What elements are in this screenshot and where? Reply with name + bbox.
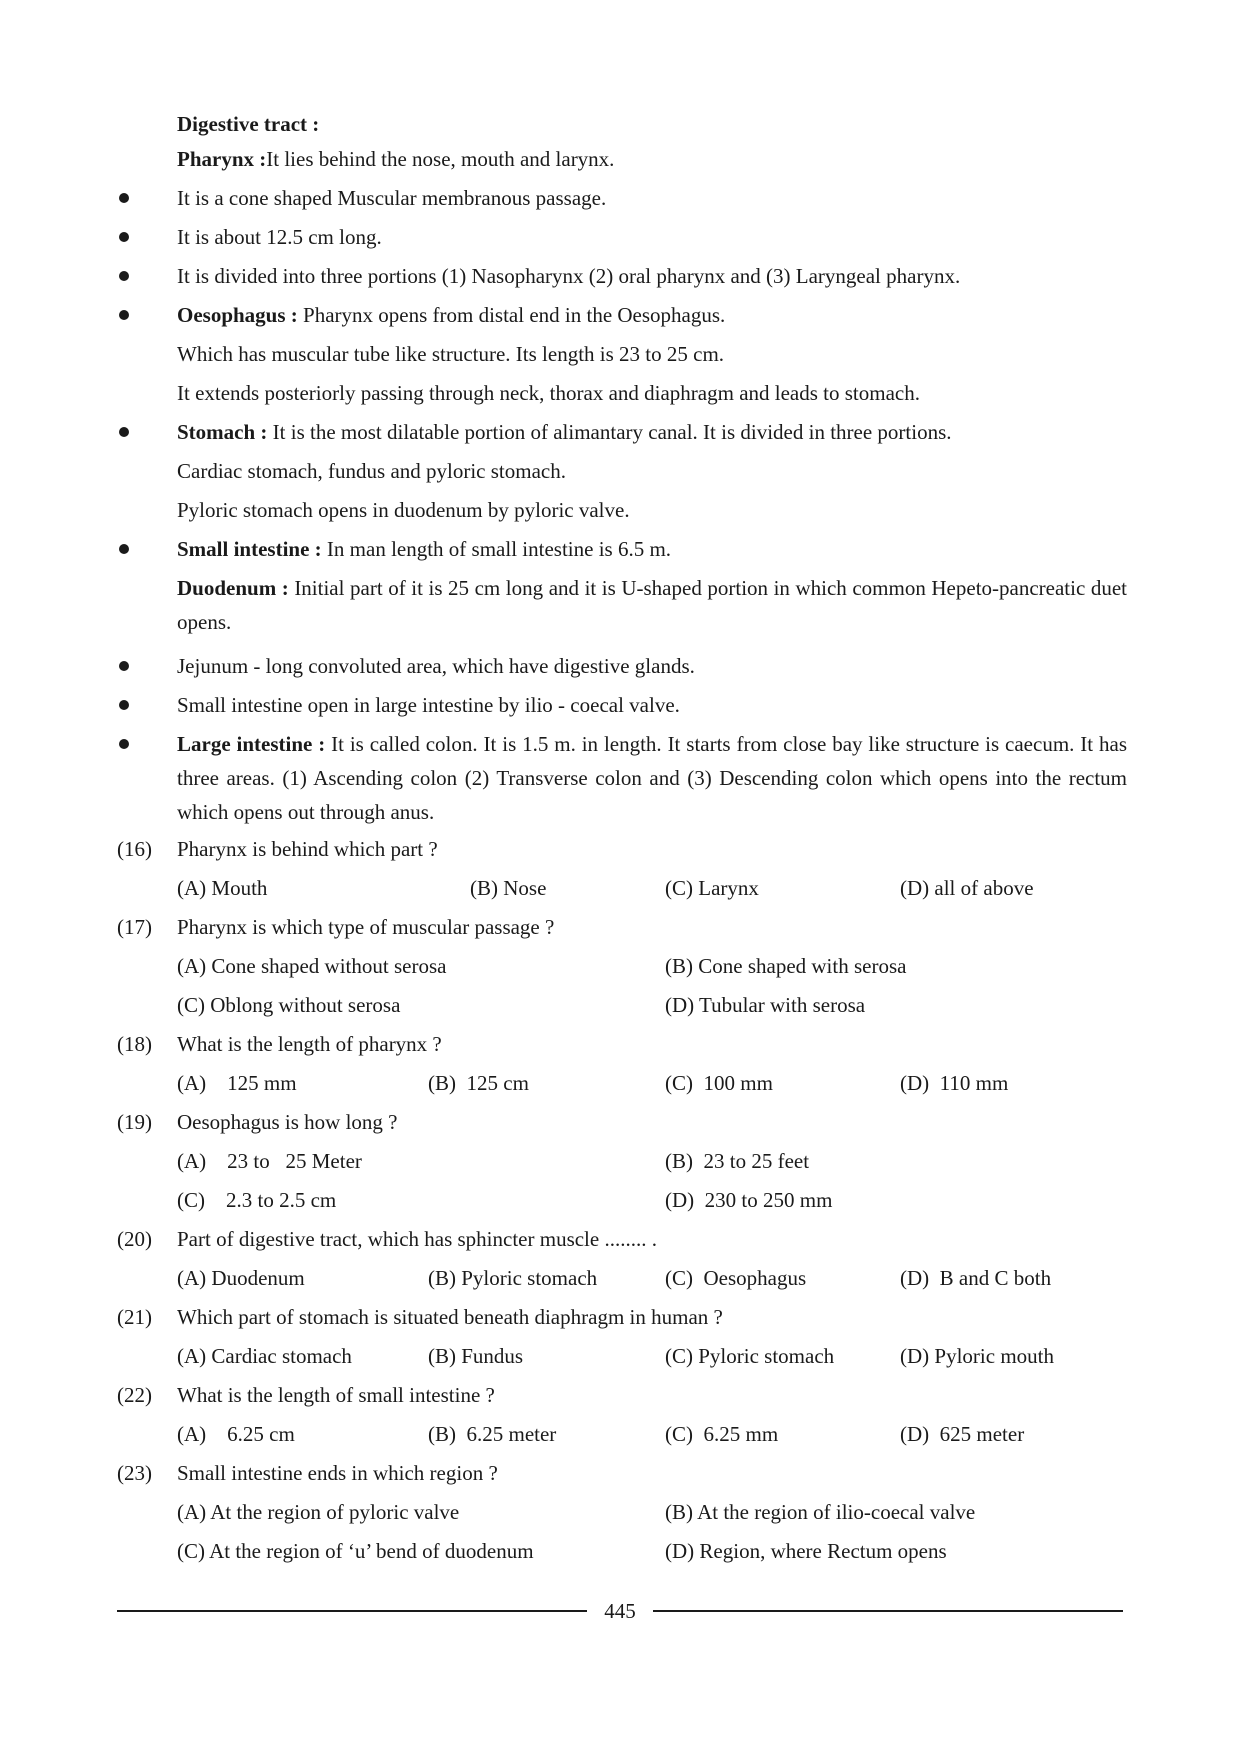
question-text: Oesophagus is how long ? <box>177 1110 398 1134</box>
oesophagus-text: Pharynx opens from distal end in the Oesophagus. <box>303 303 726 327</box>
section-heading: Digestive tract : <box>177 112 320 136</box>
bullet-icon <box>119 700 129 710</box>
oesophagus-line-3: It extends posteriorly passing through neck, thorax and diaphragm and leads to stomach. <box>177 381 920 405</box>
option-d: (D) 625 meter <box>900 1422 1025 1446</box>
footer-rule-right <box>653 1610 1123 1612</box>
question-number: (17) <box>117 915 152 939</box>
small-intestine-label: Small intestine : <box>177 537 322 561</box>
option-a: (A) At the region of pyloric valve <box>177 1500 460 1524</box>
option-a: (A) Mouth <box>177 876 268 900</box>
stomach-text: It is the most dilatable portion of alimantary canal. It is divided in three portions. <box>272 420 952 444</box>
bullet-icon <box>119 310 129 320</box>
option-a: (A) 23 to 25 Meter <box>177 1149 362 1173</box>
option-a: (A) 125 mm <box>177 1071 297 1095</box>
option-b: (B) At the region of ilio-coecal valve <box>665 1500 976 1524</box>
oesophagus-line <box>177 298 725 332</box>
option-b: (B) Cone shaped with serosa <box>665 954 907 978</box>
option-a: (A) 6.25 cm <box>177 1422 295 1446</box>
option-b: (B) 125 cm <box>428 1071 529 1095</box>
bullet-text: It is a cone shaped Muscular membranous passage. <box>177 186 607 210</box>
page-number: 445 <box>604 1599 636 1623</box>
duodenum-label: Duodenum : <box>177 576 289 600</box>
stomach-line-2: Cardiac stomach, fundus and pyloric stomach. <box>177 459 566 483</box>
question-number: (21) <box>117 1305 152 1329</box>
question-text: Small intestine ends in which region ? <box>177 1461 498 1485</box>
large-intestine-text: It is called colon. It is 1.5 m. in length. It starts from close bay like structure is caecum. It has three areas. (1) Ascending colon (2) Transverse colon and (3) Descending colon which opens into the rectum which opens out through anus. <box>177 732 1127 824</box>
bullet-icon <box>119 544 129 554</box>
option-c: (C) 100 mm <box>665 1071 773 1095</box>
bullet-icon <box>119 271 129 281</box>
question-text: Part of digestive tract, which has sphincter muscle ........ . <box>177 1227 657 1251</box>
oesophagus-label: Oesophagus : <box>177 303 298 327</box>
bullet-icon <box>119 427 129 437</box>
option-b: (B) Fundus <box>428 1344 524 1368</box>
bullet-icon <box>119 739 129 749</box>
question-text: What is the length of pharynx ? <box>177 1032 442 1056</box>
question-number: (22) <box>117 1383 152 1407</box>
duodenum-paragraph <box>177 571 1127 639</box>
question-number: (18) <box>117 1032 152 1056</box>
option-d: (D) Tubular with serosa <box>665 993 866 1017</box>
option-d: (D) B and C both <box>900 1266 1052 1290</box>
duodenum-text: Initial part of it is 25 cm long and it is U-shaped portion in which common Hepeto-pancreatic duet opens. <box>177 576 1127 634</box>
question-text: What is the length of small intestine ? <box>177 1383 495 1407</box>
option-d: (D) Region, where Rectum opens <box>665 1539 947 1563</box>
option-c: (C) 2.3 to 2.5 cm <box>177 1188 337 1212</box>
question-text: Pharynx is which type of muscular passage ? <box>177 915 555 939</box>
bullet-icon <box>119 193 129 203</box>
option-c: (C) 6.25 mm <box>665 1422 779 1446</box>
option-c: (C) Oesophagus <box>665 1266 807 1290</box>
option-a: (A) Cone shaped without serosa <box>177 954 447 978</box>
bullet-icon <box>119 232 129 242</box>
question-text: Which part of stomach is situated beneath diaphragm in human ? <box>177 1305 723 1329</box>
question-number: (20) <box>117 1227 152 1251</box>
large-intestine-label: Large intestine : <box>177 732 326 756</box>
bullet-text: Jejunum - long convoluted area, which have digestive glands. <box>177 654 695 678</box>
question-number: (19) <box>117 1110 152 1134</box>
option-d: (D) 230 to 250 mm <box>665 1188 833 1212</box>
stomach-line-3: Pyloric stomach opens in duodenum by pyloric valve. <box>177 498 630 522</box>
option-a: (A) Cardiac stomach <box>177 1344 352 1368</box>
bullet-text: Small intestine open in large intestine by ilio - coecal valve. <box>177 693 680 717</box>
small-intestine-line <box>177 532 671 566</box>
pharynx-line <box>177 142 614 176</box>
bullet-text: It is divided into three portions (1) Nasopharynx (2) oral pharynx and (3) Laryngeal pharynx. <box>177 264 961 288</box>
footer-rule-left <box>117 1610 587 1612</box>
pharynx-label: Pharynx : <box>177 147 267 171</box>
small-intestine-text: In man length of small intestine is 6.5 m. <box>326 537 672 561</box>
option-c: (C) Pyloric stomach <box>665 1344 835 1368</box>
oesophagus-line-2: Which has muscular tube like structure. Its length is 23 to 25 cm. <box>177 342 725 366</box>
option-d: (D) 110 mm <box>900 1071 1009 1095</box>
option-b: (B) 23 to 25 feet <box>665 1149 810 1173</box>
pharynx-text: It lies behind the nose, mouth and larynx. <box>266 147 615 171</box>
large-intestine-paragraph <box>177 727 1127 829</box>
bullet-text: It is about 12.5 cm long. <box>177 225 382 249</box>
option-b: (B) 6.25 meter <box>428 1422 557 1446</box>
option-c: (C) Larynx <box>665 876 759 900</box>
stomach-line <box>177 415 952 449</box>
option-a: (A) Duodenum <box>177 1266 305 1290</box>
question-text: Pharynx is behind which part ? <box>177 837 438 861</box>
stomach-label: Stomach : <box>177 420 268 444</box>
option-c: (C) At the region of ‘u’ bend of duodenum <box>177 1539 534 1563</box>
question-number: (23) <box>117 1461 152 1485</box>
option-c: (C) Oblong without serosa <box>177 993 401 1017</box>
option-b: (B) Pyloric stomach <box>428 1266 598 1290</box>
option-d: (D) all of above <box>900 876 1034 900</box>
option-d: (D) Pyloric mouth <box>900 1344 1054 1368</box>
option-b: (B) Nose <box>470 876 547 900</box>
bullet-icon <box>119 661 129 671</box>
question-number: (16) <box>117 837 152 861</box>
